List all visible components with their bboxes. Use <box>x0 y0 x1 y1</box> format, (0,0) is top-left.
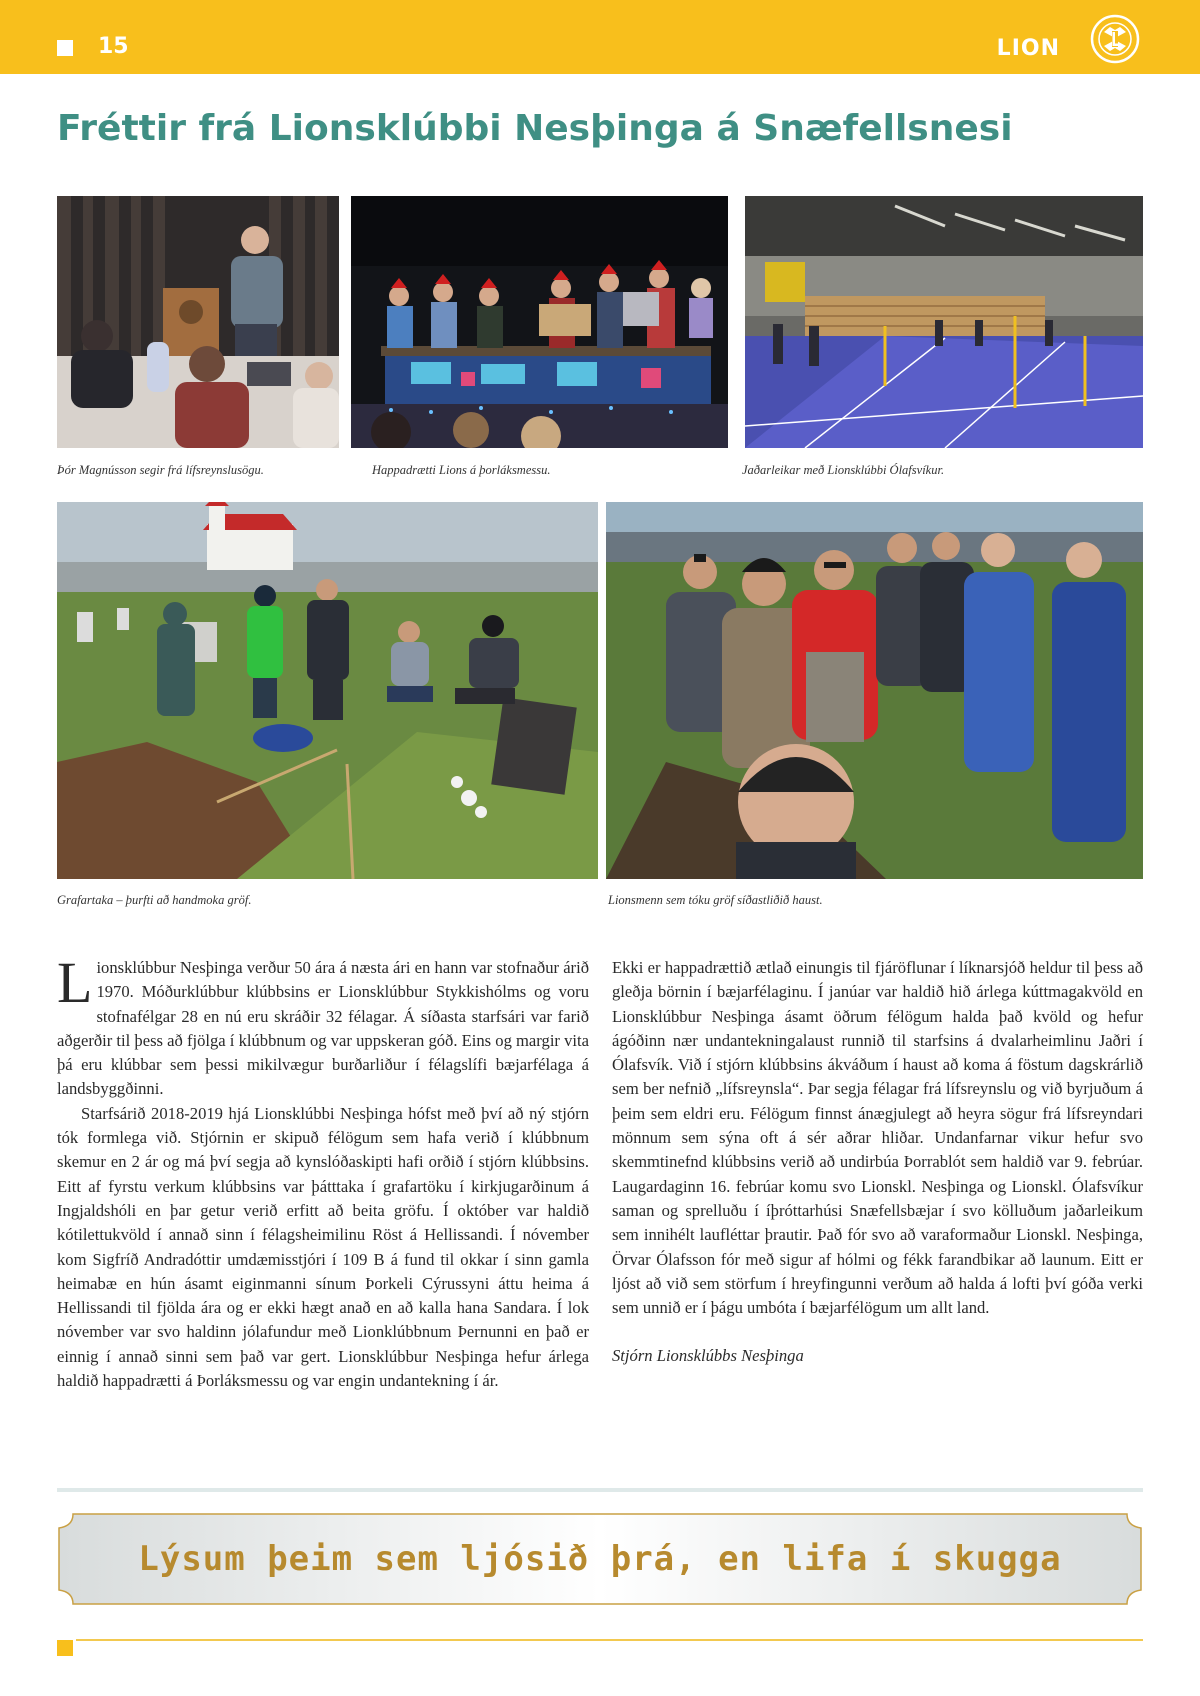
article-signature: Stjórn Lionsklúbbs Nesþinga <box>612 1346 804 1366</box>
photo-caption: Þór Magnússon segir frá lífsreynslusögu. <box>57 463 264 477</box>
lions-international-emblem-icon <box>1090 14 1140 64</box>
page-number: 15 <box>98 34 129 59</box>
motto-banner <box>57 1512 1143 1606</box>
motto-text: Lýsum þeim sem ljósið þrá, en lifa í skugga <box>138 1539 1062 1579</box>
body-paragraph: Starfsárið 2018-2019 hjá Lionsklúbbi Nesþinga hófst með því að ný stjórn tók formlega við. Stjórnin er skipuð félögum sem hafa verið í klúbbnum skemur en 2 ár og má því segja að kynslóðaskipti hafi orðið í stjórn klúbbsins. Eitt af fyrstu verkum klúbbsins var þátttaka í grafartöku í kirkjugarðinum á Ingjaldshóli en þar getur verið erfitt að beita gröfu. Í október var haldið kótilettukvöld í annað sinn í félagsheimilinu Röst á Hellissandi. Í nóvember kom Sigfríð Andradóttir umdæmisstjóri í 109 B á fund til okkar í sinn gamla heimabæ en hún ásamt eiginmanni sínum Þorkeli Cýrussyni áttu heima á Hellissandi til fjölda ára og er ekki hægt anað en að kalla hana Sandara. Í lok nóvember var svo haldinn jólafundur með Lionklúbbnum Þernunni en það er einnig í annað sinni sem það var gert. Lionsklúbbur Nesþinga hefur árlega haldið happadrætti á Þorláksmessu og var engin undantekning í ár. <box>57 1103 589 1391</box>
article-title: Fréttir frá Lionsklúbbi Nesþinga á Snæfellsnesi <box>57 108 1013 149</box>
article-column-right <box>612 956 1143 1369</box>
photo-caption: Jaðarleikar með Lionsklúbbi Ólafsvíkur. <box>742 463 945 477</box>
magazine-brand: LION <box>996 36 1060 61</box>
meeting-speaker-photo <box>57 196 339 448</box>
footer-rule <box>76 1639 1143 1641</box>
photo-caption: Grafartaka – þurfti að handmoka gröf. <box>57 893 252 907</box>
photo-caption: Lionsmenn sem tóku gröf síðastliðið haust. <box>608 893 823 907</box>
sports-hall-photo <box>745 196 1143 448</box>
raffle-stage-photo <box>351 196 728 448</box>
photo-caption: Happadrætti Lions á þorláksmessu. <box>372 463 551 477</box>
body-paragraph: ionsklúbbur Nesþinga verður 50 ára á næsta ári en hann var stofnaður árið 1970. Móðurklúbbur klúbbsins er Lionsklúbbur Stykkishólms og voru stofnafélgar 28 en nú eru skráðir 32 félagar. Á síðasta starfsári var farið aðgerðir til þess að fjölga í klúbbnum og var uppskeran góð. Eins og margir vita þá eru klúbbar sem þessi mikilvægur burðarliður í félagslífi bæjarfélaga á landsbyggðinni. <box>57 958 589 1099</box>
churchyard-digging-photo <box>57 502 598 879</box>
section-divider <box>57 1488 1143 1492</box>
group-selfie-photo <box>606 502 1143 879</box>
header-square-marker <box>57 40 73 56</box>
drop-cap: L <box>57 950 93 1015</box>
article-column-left <box>57 950 589 1393</box>
footer-square-marker <box>57 1640 73 1656</box>
body-paragraph: Ekki er happadrættið ætlað einungis til fjáröflunar í líknarsjóð heldur til þess að gleðja börnin í bæjarfélaginu. Í janúar var haldið hið árlega kúttmagakvöld en Lionsklúbbur Nesþinga ásamt öðrum félögum halda það kvöld og hefur ágóðinn nær undantekningalaust runnið til starfsins á dvalarheimlinu Jaðri í Ólafsvík. Við í stjórn klúbbsins ákváðum í haust að koma á föstum dagskrárlið sem ber nefnið „lífsreynsla“. Þar segja félagar frá lífsreynslu og við byrjuðum á þeim sem eldri eru. Félögum finnst ánægjulegt að heyra sögur frá lífsreyndari mönnum sem sýna oft á sér aðrar hliðar. Undanfarnar vikur hefur svo skemmtinefnd klúbbsins verið að undirbúa Þorrablót sem haldið var 9. febrúar. Laugardaginn 16. febrúar komu svo Lionskl. Nesþinga og Lionskl. Ólafsvíkur saman og sprelluðu í íþróttarhúsi Snæfellsbæjar í svo kölluðum jaðarleikum sem innihélt laufléttar þrautir. Það fór svo að varaformaður Lionskl. Nesþinga, Örvar Ólafsson fór með sigur af hólmi og fékk farandbikar að launum. Eitt er ljóst að við sem störfum í hreyfingunni verðum að halda á lofti því góða verki sem unnið er í þágu umbóta í bæjarfélögum um allt land. <box>612 958 1143 1318</box>
page-header <box>0 0 1200 74</box>
